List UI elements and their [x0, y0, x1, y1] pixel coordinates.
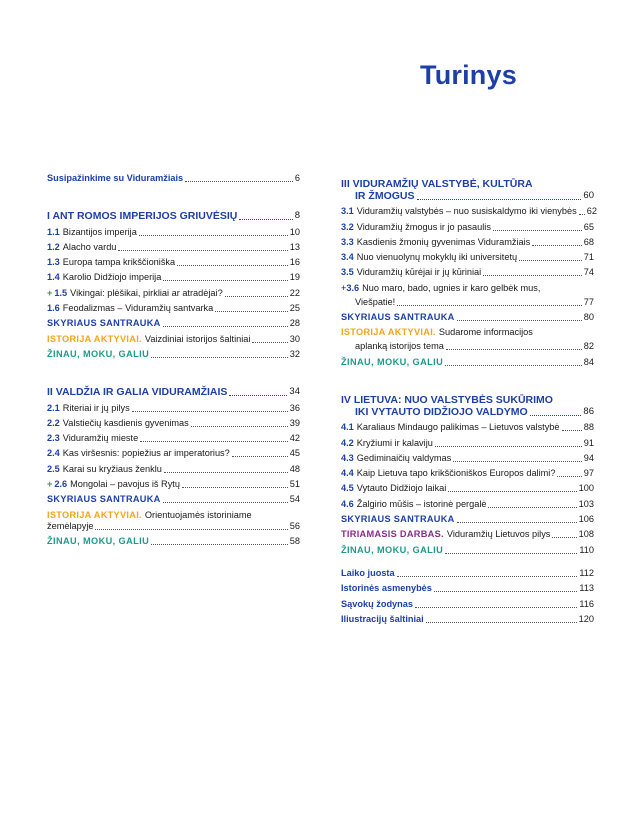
toc-entry[interactable]: 4.5 Vytauto Didžiojo laikai 100: [341, 483, 594, 494]
toc-entry[interactable]: 2.5 Karai su kryžiaus ženklu 48: [47, 463, 300, 474]
toc-entry-summary[interactable]: SKYRIAUS SANTRAUKA 106: [341, 514, 594, 525]
toc-entry-persons[interactable]: Istorinės asmenybės 113: [341, 583, 594, 594]
toc-entry-active-line2[interactable]: žemėlapyje 56: [47, 520, 300, 531]
toc-entry[interactable]: 4.4 Kaip Lietuva tapo krikščioniškos Europos dalimi? 97: [341, 468, 594, 479]
toc-entry[interactable]: 1.3 Europa tampa krikščioniška 16: [47, 257, 300, 268]
toc-entry-research[interactable]: TIRIAMASIS DARBAS. Viduramžių Lietuvos pilys 108: [341, 529, 594, 540]
toc-entry[interactable]: 2.1 Riteriai ir jų pilys 36: [47, 402, 300, 413]
toc-entry[interactable]: 3.1 Viduramžių valstybės – nuo susiskaldymo iki vienybės 62: [341, 206, 597, 217]
toc-entry[interactable]: 2.4 Kas viršesnis: popiežius ar imperatorius? 45: [47, 448, 300, 459]
plus-icon: +: [341, 282, 347, 293]
toc-entry-know[interactable]: ŽINAU, MOKU, GALIU 58: [47, 535, 300, 546]
section-heading-2[interactable]: II VALDŽIA IR GALIA VIDURAMŽIAIS 34: [47, 386, 300, 399]
toc-entry[interactable]: 1.4 Karolio Didžiojo imperija 19: [47, 272, 300, 283]
section-heading-4-line1: IV LIETUVA: NUO VALSTYBĖS SUKŪRIMO: [341, 393, 553, 406]
toc-entry[interactable]: + 1.5 Vikingai: plėšikai, pirkliai ar atradėjai? 22: [47, 287, 300, 298]
toc-entry-active-line1[interactable]: ISTORIJA AKTYVIAI. Sudarome informacijos: [341, 327, 533, 338]
toc-entry-summary[interactable]: SKYRIAUS SANTRAUKA 28: [47, 318, 300, 329]
toc-entry[interactable]: 4.1 Karaliaus Mindaugo palikimas – Lietuvos valstybė 88: [341, 422, 594, 433]
toc-entry[interactable]: 2.2 Valstiečių kasdienis gyvenimas 39: [47, 417, 300, 428]
toc-entry-intro[interactable]: Susipažinkime su Viduramžiais 6: [47, 173, 300, 183]
toc-left-column: [47, 173, 300, 551]
plus-icon: +: [47, 287, 53, 298]
page-title: Turinys: [420, 60, 517, 90]
toc-entry-active-line1[interactable]: ISTORIJA AKTYVIAI. Orientuojamės istoriniame: [47, 509, 252, 520]
toc-entry[interactable]: 1.6 Feodalizmas – Viduramžių santvarka 25: [47, 303, 300, 314]
toc-right-column: [341, 178, 597, 629]
section-heading-3[interactable]: IR ŽMOGUS 60: [355, 190, 594, 202]
toc-entry-active[interactable]: ISTORIJA AKTYVIAI. Vaizdiniai istorijos šaltiniai 30: [47, 333, 300, 344]
section-heading-4[interactable]: IKI VYTAUTO DIDŽIOJO VALDYMO 86: [355, 405, 594, 418]
toc-entry-know[interactable]: ŽINAU, MOKU, GALIU 84: [341, 356, 594, 367]
toc-entry[interactable]: 4.3 Gediminaičių valdymas 94: [341, 452, 594, 463]
plus-icon: +: [47, 479, 53, 490]
toc-entry-glossary[interactable]: Sąvokų žodynas 116: [341, 598, 594, 609]
toc-entry[interactable]: 3.3 Kasdienis žmonių gyvenimas Viduramžiais 68: [341, 236, 594, 247]
toc-entry-illustrations[interactable]: Iliustracijų šaltiniai 120: [341, 613, 594, 624]
toc-entry[interactable]: 3.4 Nuo vienuolynų mokyklų iki universitetų 71: [341, 252, 594, 263]
toc-entry-summary[interactable]: SKYRIAUS SANTRAUKA 54: [47, 494, 300, 505]
toc-entry[interactable]: 3.2 Viduramžių žmogus ir jo pasaulis 65: [341, 221, 594, 232]
toc-entry[interactable]: 2.3 Viduramžių mieste 42: [47, 433, 300, 444]
toc-entry-know[interactable]: ŽINAU, MOKU, GALIU 110: [341, 544, 594, 555]
toc-entry-active-line2[interactable]: aplanką istorijos tema 82: [355, 341, 594, 352]
toc-entry-summary[interactable]: SKYRIAUS SANTRAUKA 80: [341, 312, 594, 323]
toc-entry[interactable]: + 2.6 Mongolai – pavojus iš Rytų 51: [47, 479, 300, 490]
section-heading-1[interactable]: I ANT ROMOS IMPERIJOS GRIUVĖSIŲ 8: [47, 210, 300, 223]
toc-entry[interactable]: 3.5 Viduramžių kūrėjai ir jų kūriniai 74: [341, 267, 594, 278]
section-heading-3-line1: III VIDURAMŽIŲ VALSTYBĖ, KULTŪRA: [341, 178, 533, 190]
toc-entry-timeline[interactable]: Laiko juosta 112: [341, 567, 594, 578]
toc-entry[interactable]: 4.6 Žalgirio mūšis – istorinė pergalė 103: [341, 498, 594, 509]
toc-entry[interactable]: 4.2 Kryžiumi ir kalaviju 91: [341, 437, 594, 448]
toc-entry-3-6-line1[interactable]: + 3.6 Nuo maro, bado, ugnies ir karo gelbėk mus,: [341, 282, 541, 293]
toc-entry-know[interactable]: ŽINAU, MOKU, GALIU 32: [47, 348, 300, 359]
toc-entry[interactable]: 1.1 Bizantijos imperija 10: [47, 226, 300, 237]
toc-entry-3-6-line2[interactable]: Viešpatie! 77: [355, 296, 594, 307]
toc-entry[interactable]: 1.2 Alacho vardu 13: [47, 241, 300, 252]
